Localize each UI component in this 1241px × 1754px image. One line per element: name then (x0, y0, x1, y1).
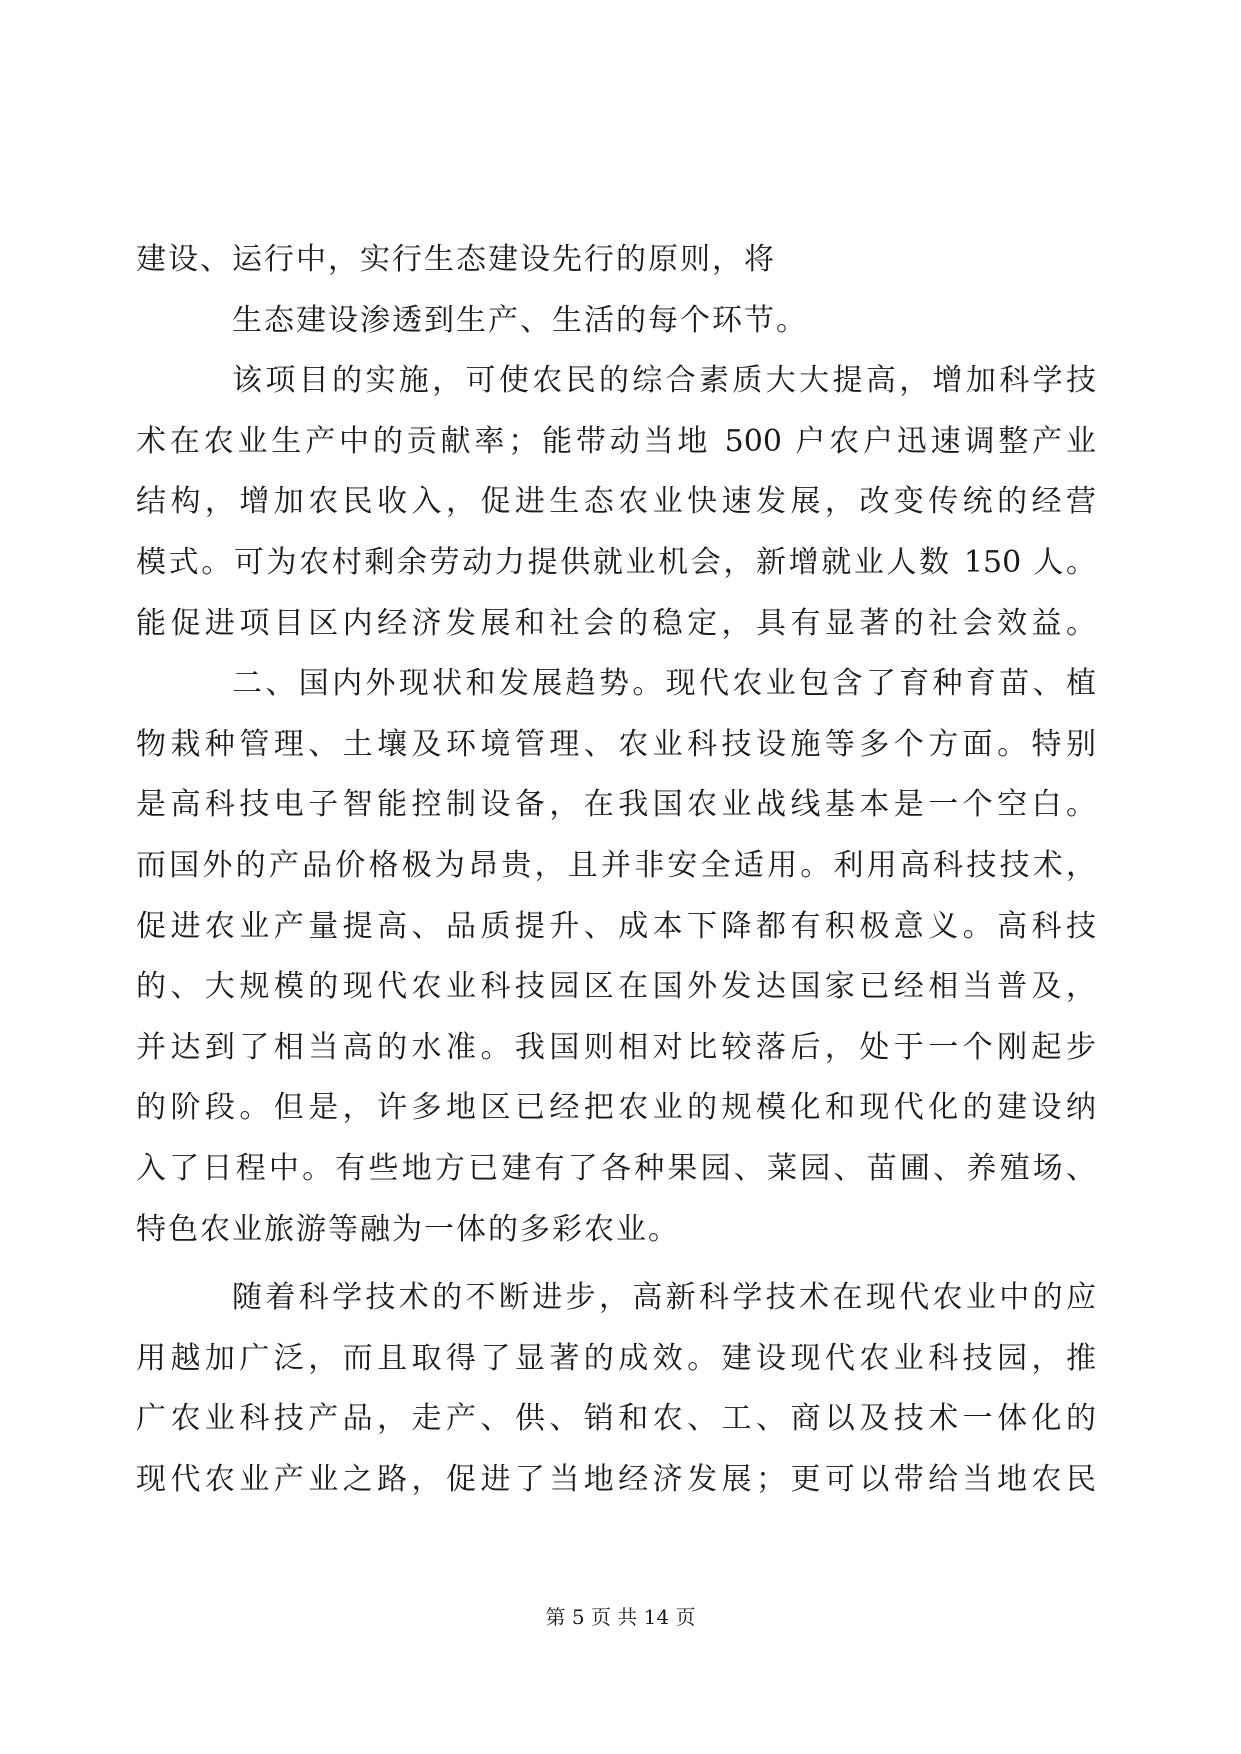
paragraph-line: 模式。可为农村剩余劳动力提供就业机会，新增就业人数 150 人。 (136, 544, 1096, 580)
paragraph-line: 并达到了相当高的水准。我国则相对比较落后，处于一个刚起步 (136, 1029, 1096, 1065)
paragraph-line: 随着科学技术的不断进步，高新科学技术在现代农业中的应 (232, 1280, 1096, 1316)
paragraph-line: 的阶段。但是，许多地区已经把农业的规模化和现代化的建设纳 (136, 1090, 1096, 1126)
paragraph-gap (136, 1260, 1096, 1268)
paragraph-line: 该项目的实施，可使农民的综合素质大大提高，增加科学技 (232, 363, 1096, 399)
paragraph-line: 的、大规模的现代农业科技园区在国外发达国家已经相当普及， (136, 969, 1096, 1005)
paragraph-line: 是高科技电子智能控制设备，在我国农业战线基本是一个空白。 (136, 787, 1096, 823)
paragraph-line: 特色农业旅游等融为一体的多彩农业。 (136, 1211, 680, 1247)
page-number-footer: 第 5 页 共 14 页 (545, 1605, 696, 1629)
paragraph-line: 而国外的产品价格极为昂贵，且并非安全适用。利用高科技技术， (136, 847, 1096, 883)
paragraph-line: 能促进项目区内经济发展和社会的稳定，具有显著的社会效益。 (136, 605, 1096, 641)
paragraph-line: 结构，增加农民收入，促进生态农业快速发展，改变传统的经营 (136, 484, 1096, 520)
paragraph-line: 生态建设渗透到生产、生活的每个环节。 (232, 302, 808, 338)
paragraph-line: 促进农业产量提高、品质提升、成本下降都有积极意义。高科技 (136, 908, 1096, 944)
body-text (136, 230, 1096, 1510)
paragraph-line: 用越加广泛，而且取得了显著的成效。建设现代农业科技园，推 (136, 1340, 1096, 1376)
paragraph-line: 广农业科技产品，走产、供、销和农、工、商以及技术一体化的 (136, 1401, 1096, 1437)
paragraph-line: 现代农业产业之路，促进了当地经济发展；更可以带给当地农民 (136, 1461, 1096, 1497)
paragraph-line: 入了日程中。有些地方已建有了各种果园、菜园、苗圃、养殖场、 (136, 1150, 1096, 1186)
paragraph-line: 物栽种管理、土壤及环境管理、农业科技设施等多个方面。特别 (136, 726, 1096, 762)
paragraph-line: 二、国内外现状和发展趋势。现代农业包含了育种育苗、植 (232, 666, 1096, 702)
paragraph-line: 术在农业生产中的贡献率；能带动当地 500 户农户迅速调整产业 (136, 423, 1096, 459)
paragraph-line: 建设、运行中，实行生态建设先行的原则，将 (136, 242, 776, 277)
